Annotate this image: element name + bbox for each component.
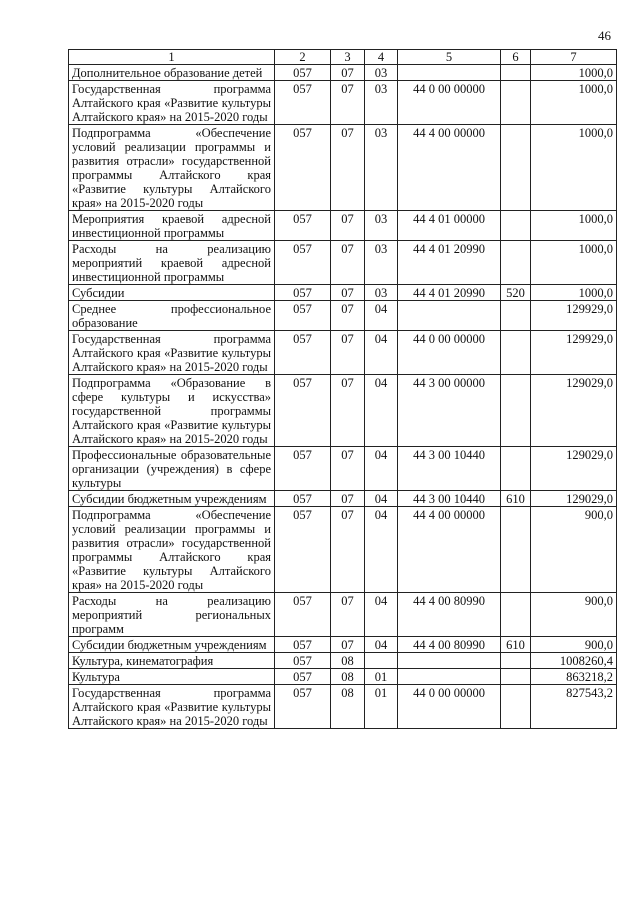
subsection-code-cell: 03 [365, 211, 398, 241]
amount-cell: 1000,0 [531, 81, 617, 125]
ministry-code-cell: 057 [275, 447, 331, 491]
ministry-code-cell: 057 [275, 125, 331, 211]
amount-cell: 900,0 [531, 637, 617, 653]
page-number: 46 [598, 28, 611, 43]
subsection-code-cell: 04 [365, 331, 398, 375]
target-article-cell: 44 4 00 80990 [398, 637, 501, 653]
expense-type-cell [501, 241, 531, 285]
amount-cell: 129929,0 [531, 301, 617, 331]
table-row [69, 637, 617, 653]
subsection-code-cell: 03 [365, 81, 398, 125]
column-header: 7 [531, 50, 617, 65]
ministry-code-cell: 057 [275, 593, 331, 637]
row-name-cell: Расходы на реализацию мероприятий краевой адресной инвестиционной программы [69, 241, 275, 285]
row-name-cell: Среднее профессиональное образование [69, 301, 275, 331]
row-name-cell: Подпрограмма «Обеспечение условий реализации программы и развития отрасли» государственной программы Алтайского края «Развитие культуры Алтайского края» на 2015-2020 годы [69, 125, 275, 211]
amount-cell: 129029,0 [531, 375, 617, 447]
expense-type-cell [501, 653, 531, 669]
ministry-code-cell: 057 [275, 65, 331, 81]
section-code-cell: 07 [331, 447, 365, 491]
expense-type-cell: 610 [501, 637, 531, 653]
target-article-cell: 44 4 01 20990 [398, 285, 501, 301]
table-header-row [69, 50, 617, 65]
ministry-code-cell: 057 [275, 211, 331, 241]
expense-type-cell [501, 447, 531, 491]
target-article-cell: 44 4 01 00000 [398, 211, 501, 241]
subsection-code-cell: 03 [365, 285, 398, 301]
amount-cell: 1008260,4 [531, 653, 617, 669]
section-code-cell: 07 [331, 241, 365, 285]
target-article-cell: 44 4 01 20990 [398, 241, 501, 285]
amount-cell: 900,0 [531, 507, 617, 593]
table-row [69, 285, 617, 301]
section-code-cell: 08 [331, 653, 365, 669]
amount-cell: 1000,0 [531, 241, 617, 285]
target-article-cell [398, 653, 501, 669]
ministry-code-cell: 057 [275, 653, 331, 669]
table-row [69, 331, 617, 375]
table-row [69, 593, 617, 637]
expense-type-cell [501, 507, 531, 593]
expense-type-cell [501, 593, 531, 637]
amount-cell: 1000,0 [531, 65, 617, 81]
row-name-cell: Государственная программа Алтайского края «Развитие культуры Алтайского края» на 2015-2020 годы [69, 331, 275, 375]
section-code-cell: 07 [331, 637, 365, 653]
amount-cell: 129029,0 [531, 447, 617, 491]
target-article-cell: 44 3 00 10440 [398, 447, 501, 491]
section-code-cell: 07 [331, 285, 365, 301]
section-code-cell: 07 [331, 125, 365, 211]
expense-type-cell [501, 685, 531, 729]
table-row [69, 241, 617, 285]
expense-type-cell [501, 301, 531, 331]
subsection-code-cell: 04 [365, 593, 398, 637]
section-code-cell: 07 [331, 81, 365, 125]
row-name-cell: Профессиональные образовательные организации (учреждения) в сфере культуры [69, 447, 275, 491]
row-name-cell: Культура [69, 669, 275, 685]
column-header: 2 [275, 50, 331, 65]
target-article-cell: 44 0 00 00000 [398, 331, 501, 375]
ministry-code-cell: 057 [275, 81, 331, 125]
column-header: 3 [331, 50, 365, 65]
amount-cell: 1000,0 [531, 285, 617, 301]
row-name-cell: Культура, кинематография [69, 653, 275, 669]
section-code-cell: 07 [331, 211, 365, 241]
target-article-cell: 44 0 00 00000 [398, 685, 501, 729]
table-row [69, 669, 617, 685]
table-row [69, 81, 617, 125]
column-header: 1 [69, 50, 275, 65]
amount-cell: 1000,0 [531, 125, 617, 211]
amount-cell: 129029,0 [531, 491, 617, 507]
section-code-cell: 07 [331, 65, 365, 81]
ministry-code-cell: 057 [275, 685, 331, 729]
row-name-cell: Субсидии [69, 285, 275, 301]
expense-type-cell [501, 669, 531, 685]
amount-cell: 900,0 [531, 593, 617, 637]
budget-table [68, 49, 617, 729]
expense-type-cell: 520 [501, 285, 531, 301]
row-name-cell: Субсидии бюджетным учреждениям [69, 637, 275, 653]
target-article-cell: 44 4 00 80990 [398, 593, 501, 637]
subsection-code-cell: 03 [365, 241, 398, 285]
subsection-code-cell: 03 [365, 65, 398, 81]
table-row [69, 211, 617, 241]
target-article-cell [398, 65, 501, 81]
subsection-code-cell: 04 [365, 491, 398, 507]
expense-type-cell [501, 81, 531, 125]
section-code-cell: 07 [331, 507, 365, 593]
expense-type-cell [501, 65, 531, 81]
target-article-cell: 44 3 00 00000 [398, 375, 501, 447]
row-name-cell: Государственная программа Алтайского края «Развитие культуры Алтайского края» на 2015-2020 годы [69, 81, 275, 125]
table-row [69, 301, 617, 331]
section-code-cell: 07 [331, 331, 365, 375]
table-row [69, 125, 617, 211]
row-name-cell: Мероприятия краевой адресной инвестиционной программы [69, 211, 275, 241]
column-header: 6 [501, 50, 531, 65]
target-article-cell [398, 301, 501, 331]
subsection-code-cell: 01 [365, 669, 398, 685]
subsection-code-cell: 04 [365, 375, 398, 447]
ministry-code-cell: 057 [275, 301, 331, 331]
section-code-cell: 07 [331, 593, 365, 637]
ministry-code-cell: 057 [275, 375, 331, 447]
table-row [69, 507, 617, 593]
expense-type-cell [501, 211, 531, 241]
amount-cell: 1000,0 [531, 211, 617, 241]
subsection-code-cell: 04 [365, 301, 398, 331]
expense-type-cell [501, 125, 531, 211]
expense-type-cell: 610 [501, 491, 531, 507]
ministry-code-cell: 057 [275, 285, 331, 301]
section-code-cell: 07 [331, 375, 365, 447]
table-row [69, 375, 617, 447]
table-row [69, 653, 617, 669]
row-name-cell: Дополнительное образование детей [69, 65, 275, 81]
subsection-code-cell: 04 [365, 447, 398, 491]
target-article-cell: 44 0 00 00000 [398, 81, 501, 125]
ministry-code-cell: 057 [275, 241, 331, 285]
subsection-code-cell: 04 [365, 637, 398, 653]
section-code-cell: 07 [331, 301, 365, 331]
subsection-code-cell: 04 [365, 507, 398, 593]
table-row [69, 65, 617, 81]
subsection-code-cell: 03 [365, 125, 398, 211]
section-code-cell: 07 [331, 491, 365, 507]
target-article-cell: 44 4 00 00000 [398, 507, 501, 593]
ministry-code-cell: 057 [275, 331, 331, 375]
row-name-cell: Государственная программа Алтайского края «Развитие культуры Алтайского края» на 2015-2020 годы [69, 685, 275, 729]
expense-type-cell [501, 375, 531, 447]
amount-cell: 827543,2 [531, 685, 617, 729]
amount-cell: 863218,2 [531, 669, 617, 685]
ministry-code-cell: 057 [275, 491, 331, 507]
target-article-cell: 44 3 00 10440 [398, 491, 501, 507]
ministry-code-cell: 057 [275, 507, 331, 593]
target-article-cell [398, 669, 501, 685]
row-name-cell: Расходы на реализацию мероприятий региональных программ [69, 593, 275, 637]
table-row [69, 447, 617, 491]
table-row [69, 685, 617, 729]
ministry-code-cell: 057 [275, 637, 331, 653]
ministry-code-cell: 057 [275, 669, 331, 685]
amount-cell: 129929,0 [531, 331, 617, 375]
section-code-cell: 08 [331, 685, 365, 729]
row-name-cell: Субсидии бюджетным учреждениям [69, 491, 275, 507]
section-code-cell: 08 [331, 669, 365, 685]
column-header: 4 [365, 50, 398, 65]
column-header: 5 [398, 50, 501, 65]
subsection-code-cell: 01 [365, 685, 398, 729]
row-name-cell: Подпрограмма «Образование в сфере культуры и искусства» государственной программы Алтайского края «Развитие культуры Алтайского края» на 2015-2020 годы [69, 375, 275, 447]
table-row [69, 491, 617, 507]
target-article-cell: 44 4 00 00000 [398, 125, 501, 211]
expense-type-cell [501, 331, 531, 375]
row-name-cell: Подпрограмма «Обеспечение условий реализации программы и развития отрасли» государственной программы Алтайского края «Развитие культуры Алтайского края» на 2015-2020 годы [69, 507, 275, 593]
subsection-code-cell [365, 653, 398, 669]
